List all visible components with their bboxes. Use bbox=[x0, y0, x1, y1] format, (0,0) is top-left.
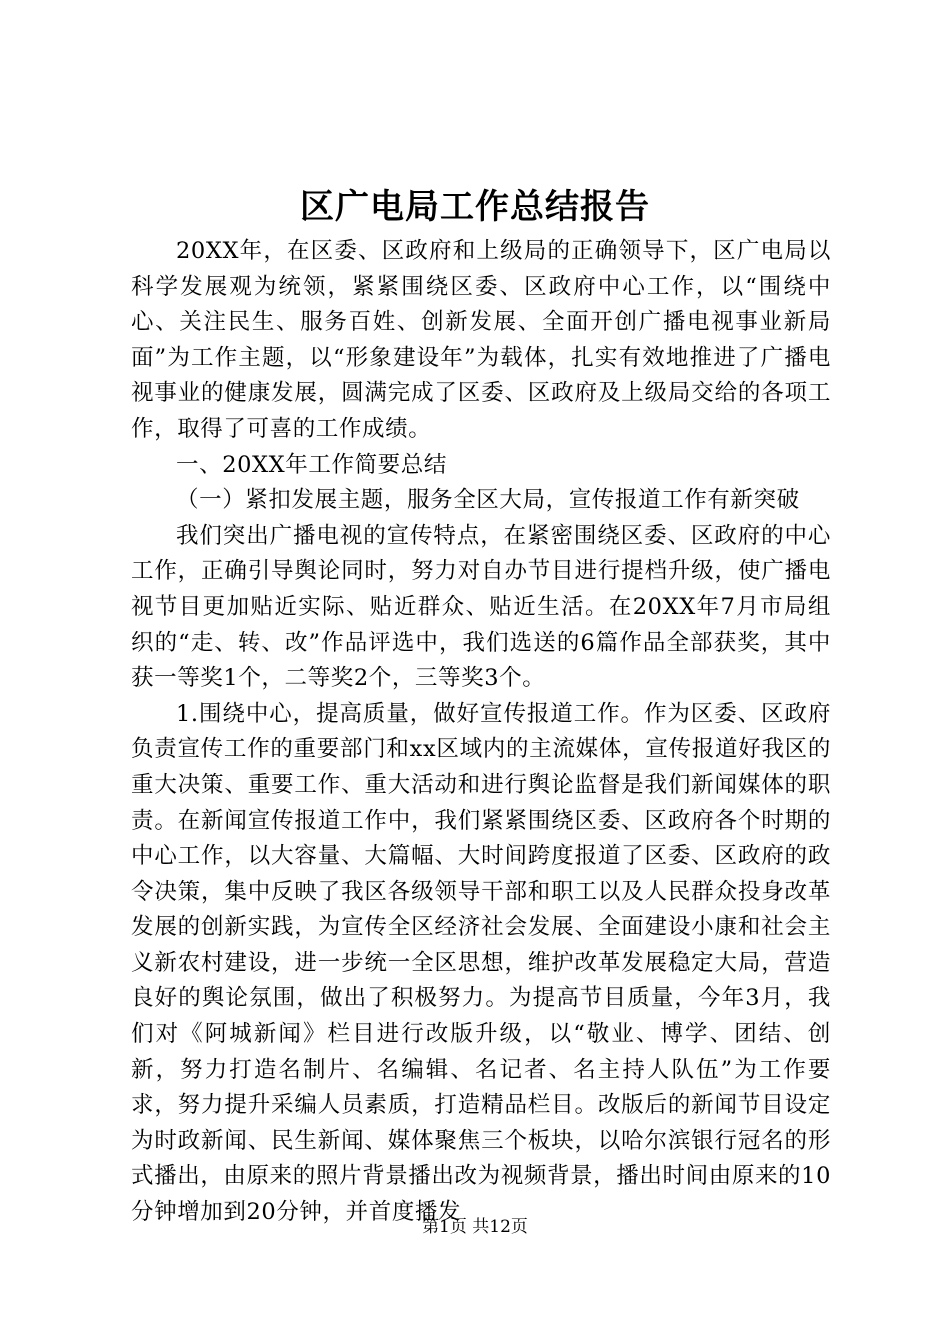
intro-paragraph: 20XX年，在区委、区政府和上级局的正确领导下，区广电局以科学发展观为统领，紧紧围绕区委、区政府中心工作，以“围绕中心、关注民生、服务百姓、创新发展、全面开创广播电视事业新局面”为工作主题，以“形象建设年”为载体，扎实有效地推进了广播电视事业的健康发展，圆满完成了区委、区政府及上级局交给的各项工作，取得了可喜的工作成绩。 bbox=[131, 238, 831, 442]
subsection-heading: （一）紧扣发展主题，服务全区大局，宣传报道工作有新突破 bbox=[176, 487, 800, 514]
document-body bbox=[131, 234, 831, 1231]
body-paragraph: 1.围绕中心，提高质量，做好宣传报道工作。作为区委、区政府负责宣传工作的重要部门和xx区域内的主流媒体，宣传报道好我区的重大决策、重要工作、重大活动和进行舆论监督是我们新闻媒体的职责。在新闻宣传报道工作中，我们紧紧围绕区委、区政府各个时期的中心工作，以大容量、大篇幅、大时间跨度报道了区委、区政府的政令决策，集中反映了我区各级领导干部和职工以及人民群众投身改革发展的创新实践，为宣传全区经济社会发展、全面建设小康和社会主义新农村建设，进一步统一全区思想，维护改革发展稳定大局，营造良好的舆论氛围，做出了积极努力。为提高节目质量，今年3月，我们对《阿城新闻》栏目进行改版升级，以“敬业、博学、团结、创新，努力打造名制片、名编辑、名记者、名主持人队伍”为工作要求，努力提升采编人员素质，打造精品栏目。改版后的新闻节目设定为时政新闻、民生新闻、媒体聚焦三个板块，以哈尔滨银行冠名的形式播出，由原来的照片背景播出改为视频背景，播出时间由原来的10分钟增加到20分钟，并首度播发 bbox=[131, 700, 831, 1226]
body-paragraph: 我们突出广播电视的宣传特点，在紧密围绕区委、区政府的中心工作，正确引导舆论同时，努力对自办节目进行提档升级，使广播电视节目更加贴近实际、贴近群众、贴近生活。在20XX年7月市局组织的“走、转、改”作品评选中，我们选送的6篇作品全部获奖，其中获一等奖1个，二等奖2个，三等奖3个。 bbox=[131, 522, 831, 692]
section-heading: 一、20XX年工作简要总结 bbox=[176, 451, 447, 478]
page-number-footer: 第1页 共12页 bbox=[422, 1217, 528, 1237]
document-title: 区广电局工作总结报告 bbox=[300, 187, 650, 227]
